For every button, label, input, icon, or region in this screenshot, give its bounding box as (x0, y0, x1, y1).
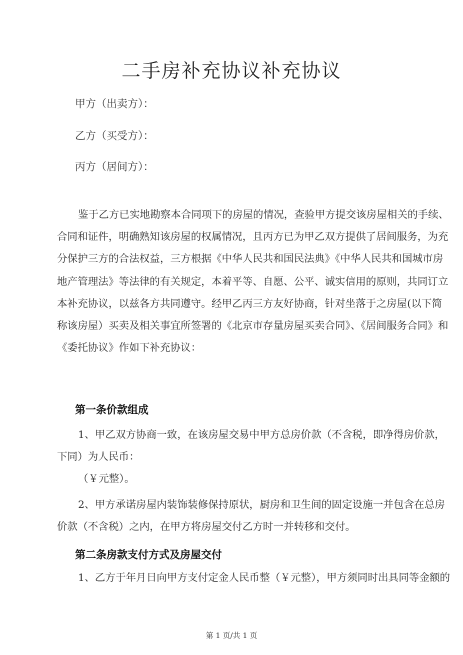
intro-paragraph (57, 204, 449, 359)
section-1-heading: 第一条价款组成 (75, 404, 149, 416)
section-2-heading: 第二条房款支付方式及房屋交付 (75, 549, 222, 561)
clause-line: 1、乙方于年月日向甲方支付定金人民币整（￥元整），甲方须同时出具同等金额的 (78, 572, 451, 584)
intro-line: 分保护三方的合法权益，三方根据《中华人民共和国民法典》《中华人民共和国城市房 (57, 253, 444, 266)
section-1-item-2 (57, 494, 445, 538)
clause-line: 1、甲乙双方协商一致，在该房屋交易中甲方总房价款（不含税，即净得房价款， (78, 429, 445, 441)
party-buyer-line: 乙方（买受方）： (75, 130, 154, 142)
intro-line: 《委托协议》作如下补充协议： (57, 342, 202, 355)
section-2-item-1 (57, 567, 451, 589)
clause-line: 下同）为人民币： (57, 451, 140, 464)
intro-line: 称该房屋）买卖及相关事宜所签署的《北京市存量房屋买卖合同》、《居间服务合同》和 (57, 320, 449, 333)
intro-line: 合同和证件，明确熟知该房屋的权属情况，且丙方已为甲乙双方提供了居间服务，为充 (57, 231, 449, 244)
clause-line: 2、甲方承诺房屋内装饰装修保持原状，厨房和卫生间的固定设施一并包含在总房 (78, 499, 445, 511)
intro-line: 本补充协议，以兹各方共同遵守。经甲乙丙三方友好协商，针对坐落于之房屋(以下简 (57, 297, 442, 310)
party-seller-line: 甲方（出卖方）： (75, 98, 154, 110)
page-footer: 第 1 页/共 1 页 (205, 631, 258, 640)
document-title: 二手房补充协议补充协议 (121, 60, 342, 82)
clause-line: 价款（不含税）之内，在甲方将房屋交付乙方时一并转移和交付。 (57, 521, 356, 534)
intro-line: 鉴于乙方已实地勘察本合同项下的房屋的情况，查验甲方提交该房屋相关的手续、 (78, 209, 449, 221)
clause-line: （￥元整）。 (78, 473, 135, 486)
section-1-item-1 (57, 424, 445, 491)
intro-line: 地产管理法》等法律的有关规定，本着平等、自愿、公平、诚实信用的原则，共同订立 (57, 275, 449, 288)
party-agent-line: 丙方（居间方）： (75, 161, 154, 173)
